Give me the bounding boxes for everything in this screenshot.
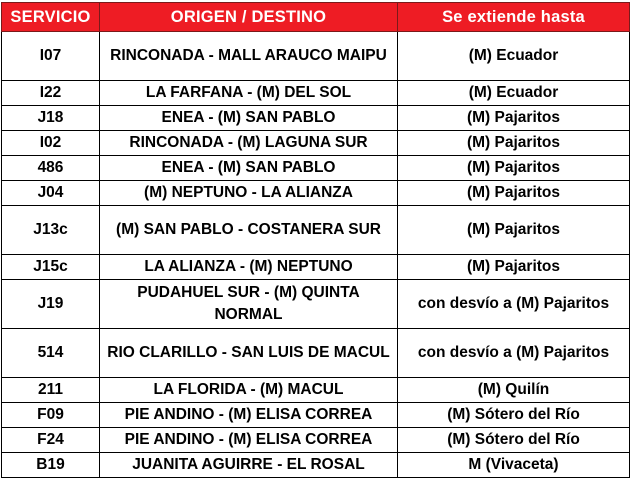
service-code: 486 [2, 156, 100, 181]
table-row [2, 428, 630, 453]
route-name: (M) SAN PABLO - COSTANERA SUR [100, 206, 398, 255]
header-service: SERVICIO [2, 3, 100, 32]
route-name: RINCONADA - (M) LAGUNA SUR [100, 131, 398, 156]
service-code: J19 [2, 280, 100, 329]
extends-to: (M) Ecuador [398, 32, 630, 81]
route-name: JUANITA AGUIRRE - EL ROSAL [100, 453, 398, 478]
table-row [2, 453, 630, 478]
extends-to: (M) Pajaritos [398, 106, 630, 131]
header-route: ORIGEN / DESTINO [100, 3, 398, 32]
service-code: I07 [2, 32, 100, 81]
extends-to: con desvío a (M) Pajaritos [398, 280, 630, 329]
service-code: J15c [2, 255, 100, 280]
service-code: J04 [2, 181, 100, 206]
service-code: 514 [2, 329, 100, 378]
extends-to: (M) Pajaritos [398, 156, 630, 181]
route-name: LA ALIANZA - (M) NEPTUNO [100, 255, 398, 280]
route-name: PUDAHUEL SUR - (M) QUINTA NORMAL [100, 280, 398, 329]
extends-to: (M) Ecuador [398, 81, 630, 106]
route-name: ENEA - (M) SAN PABLO [100, 106, 398, 131]
service-code: J18 [2, 106, 100, 131]
table-row [2, 378, 630, 403]
extends-to: (M) Sótero del Río [398, 428, 630, 453]
table-row [2, 280, 630, 329]
route-name: ENEA - (M) SAN PABLO [100, 156, 398, 181]
table-row [2, 329, 630, 378]
table-row [2, 131, 630, 156]
table-row [2, 32, 630, 81]
table-header-row [2, 3, 630, 32]
table-row [2, 81, 630, 106]
service-code: F09 [2, 403, 100, 428]
table-row [2, 206, 630, 255]
service-code: J13c [2, 206, 100, 255]
table-row [2, 156, 630, 181]
service-code: 211 [2, 378, 100, 403]
extends-to: con desvío a (M) Pajaritos [398, 329, 630, 378]
service-table [1, 2, 630, 478]
route-name: LA FLORIDA - (M) MACUL [100, 378, 398, 403]
route-name: RIO CLARILLO - SAN LUIS DE MACUL [100, 329, 398, 378]
route-name: LA FARFANA - (M) DEL SOL [100, 81, 398, 106]
extends-to: (M) Sótero del Río [398, 403, 630, 428]
extends-to: (M) Pajaritos [398, 131, 630, 156]
extends-to: M (Vivaceta) [398, 453, 630, 478]
route-name: PIE ANDINO - (M) ELISA CORREA [100, 428, 398, 453]
table-row [2, 255, 630, 280]
table-row [2, 106, 630, 131]
service-code: I02 [2, 131, 100, 156]
route-name: RINCONADA - MALL ARAUCO MAIPU [100, 32, 398, 81]
table-row [2, 403, 630, 428]
extends-to: (M) Pajaritos [398, 255, 630, 280]
header-extends: Se extiende hasta [398, 3, 630, 32]
service-code: I22 [2, 81, 100, 106]
extends-to: (M) Quilín [398, 378, 630, 403]
service-code: F24 [2, 428, 100, 453]
route-name: PIE ANDINO - (M) ELISA CORREA [100, 403, 398, 428]
route-name: (M) NEPTUNO - LA ALIANZA [100, 181, 398, 206]
table-row [2, 181, 630, 206]
extends-to: (M) Pajaritos [398, 206, 630, 255]
service-code: B19 [2, 453, 100, 478]
extends-to: (M) Pajaritos [398, 181, 630, 206]
